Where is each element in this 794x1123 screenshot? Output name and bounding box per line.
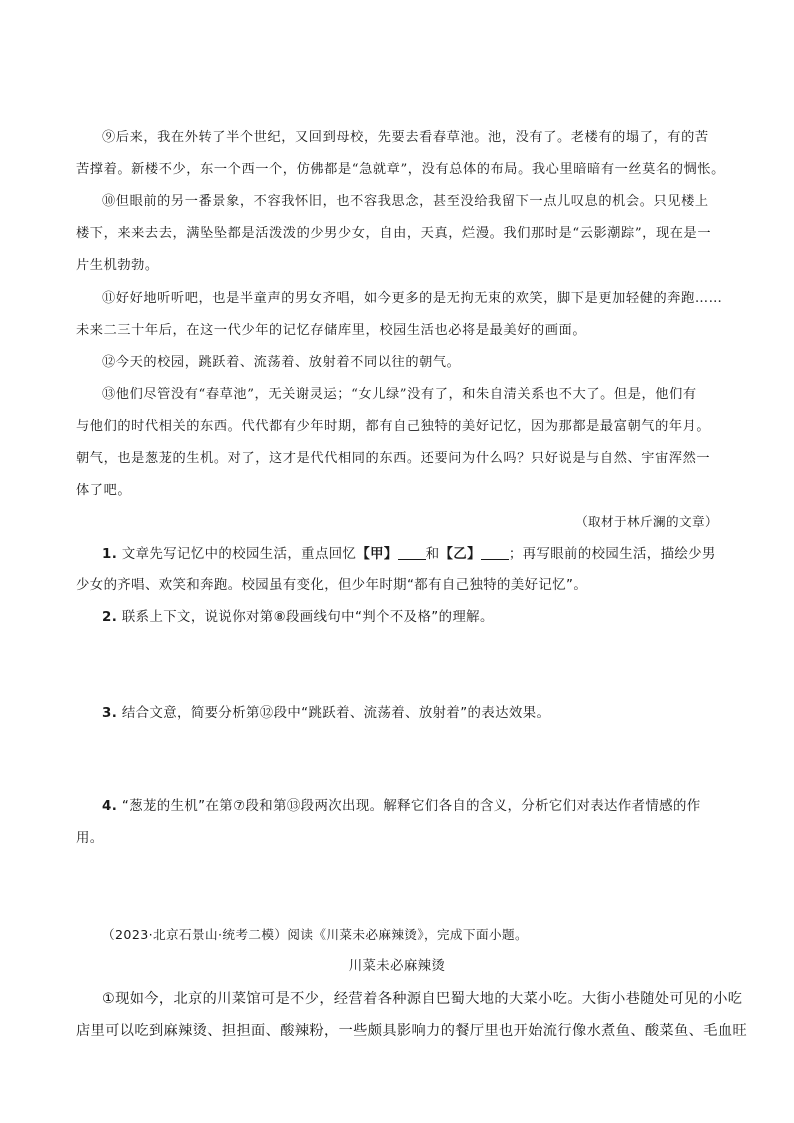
paragraph-11-line-2: 未来二三十年后，在这一代少年的记忆存储库里，校园生活也必将是最美好的画面。	[76, 323, 587, 338]
question-3-text: 结合文意，简要分析第⑫段中“跳跃着、流荡着、放射着”的表达效果。	[121, 706, 551, 721]
answer-blank-b[interactable]	[481, 545, 509, 560]
paragraph-9-line-2: 苦撑着。新楼不少，东一个西一个，仿佛都是“急就章”，没有总体的布局。我心里暗暗有一丝莫名的惆怅。	[76, 162, 725, 177]
question-4-number: 4.	[102, 799, 118, 814]
question-3	[102, 704, 550, 724]
next-section-intro: （2023·北京石景山·统考二模）阅读《川菜未必麻辣烫》，完成下面小题。	[102, 927, 528, 942]
paragraph-12-line-1: ⑫今天的校园，跳跃着、流荡着、放射着不同以往的朝气。	[102, 355, 461, 370]
question-3-number: 3.	[102, 706, 118, 721]
paragraph-10-line-2: 楼下，来来去去，满坠坠都是活泼泼的少男少女，自由，天真，烂漫。我们那时是“云影潮踪”，现在是一	[76, 226, 712, 241]
paragraph-10-line-1: ⑩但眼前的另一番景象，不容我怀旧，也不容我思念，甚至没给我留下一点儿叹息的机会。只见楼上	[102, 194, 709, 209]
question-2	[102, 608, 494, 628]
paragraph-13-line-4: 体了吧。	[76, 483, 132, 498]
question-1-and: 和	[425, 547, 440, 562]
question-4-line-2: 用。	[76, 831, 104, 846]
question-1-line-2: 少女的齐唱、欢笑和奔跑。校园虽有变化，但少年时期“都有自己独特的美好记忆”。	[76, 578, 588, 593]
question-4-text: “葱茏的生机”在第⑦段和第⑬段两次出现。解释它们各自的含义，分析它们对表达作者情感的作	[121, 799, 701, 814]
answer-blank-a[interactable]	[398, 545, 426, 560]
question-1-number: 1.	[102, 547, 118, 562]
question-4-line-1	[102, 797, 701, 817]
question-1-text-part1: 文章先写记忆中的校园生活，重点回忆	[121, 547, 357, 562]
paragraph-11-line-1: ⑪好好地听听吧，也是半童声的男女齐唱，如今更多的是无拘无束的欢笑，脚下是更加轻健的奔跑……	[102, 291, 723, 306]
question-1-bracket-a: 【甲】	[356, 547, 398, 562]
paragraph-13-line-2: 与他们的时代相关的东西。代代都有少年时期，都有自己独特的美好记忆，因为那都是最富朝气的年月。	[76, 419, 711, 434]
paragraph-13-line-1: ⑬他们尽管没有“春草池”，无关谢灵运；“女儿绿”没有了，和朱自清关系也不大了。但是，他们有	[102, 387, 697, 402]
question-2-number: 2.	[102, 610, 118, 625]
paragraph-13-line-3: 朝气，也是葱茏的生机。对了，这才是代代相同的东西。还要问为什么吗？只好说是与自然、宇宙浑然一	[76, 451, 711, 466]
question-1-bracket-b: 【乙】	[439, 547, 481, 562]
article-paragraph-1-line-2: 店里可以吃到麻辣烫、担担面、酸辣粉，一些颇具影响力的餐厅里也开始流行像水煮鱼、酸菜鱼、毛血旺	[76, 1023, 748, 1039]
question-1-line-1	[102, 545, 716, 565]
paragraph-9-line-1: ⑨后来，我在外转了半个世纪，又回到母校，先要去看春草池。池，没有了。老楼有的塌了，有的苦	[102, 130, 709, 145]
question-2-text: 联系上下文，说说你对第⑧段画线句中“判个不及格”的理解。	[121, 610, 494, 625]
question-1-text-part2: ；再写眼前的校园生活，描绘少男	[508, 547, 716, 562]
source-attribution: （取材于林斤澜的文章）	[575, 514, 718, 529]
article-paragraph-1-line-1: ①现如今，北京的川菜馆可是不少，经营着各种源自巴蜀大地的大菜小吃。大街小巷随处可见的小吃	[102, 991, 743, 1007]
article-title: 川菜未必麻辣烫	[348, 959, 446, 974]
paragraph-10-line-3: 片生机勃勃。	[76, 258, 159, 273]
